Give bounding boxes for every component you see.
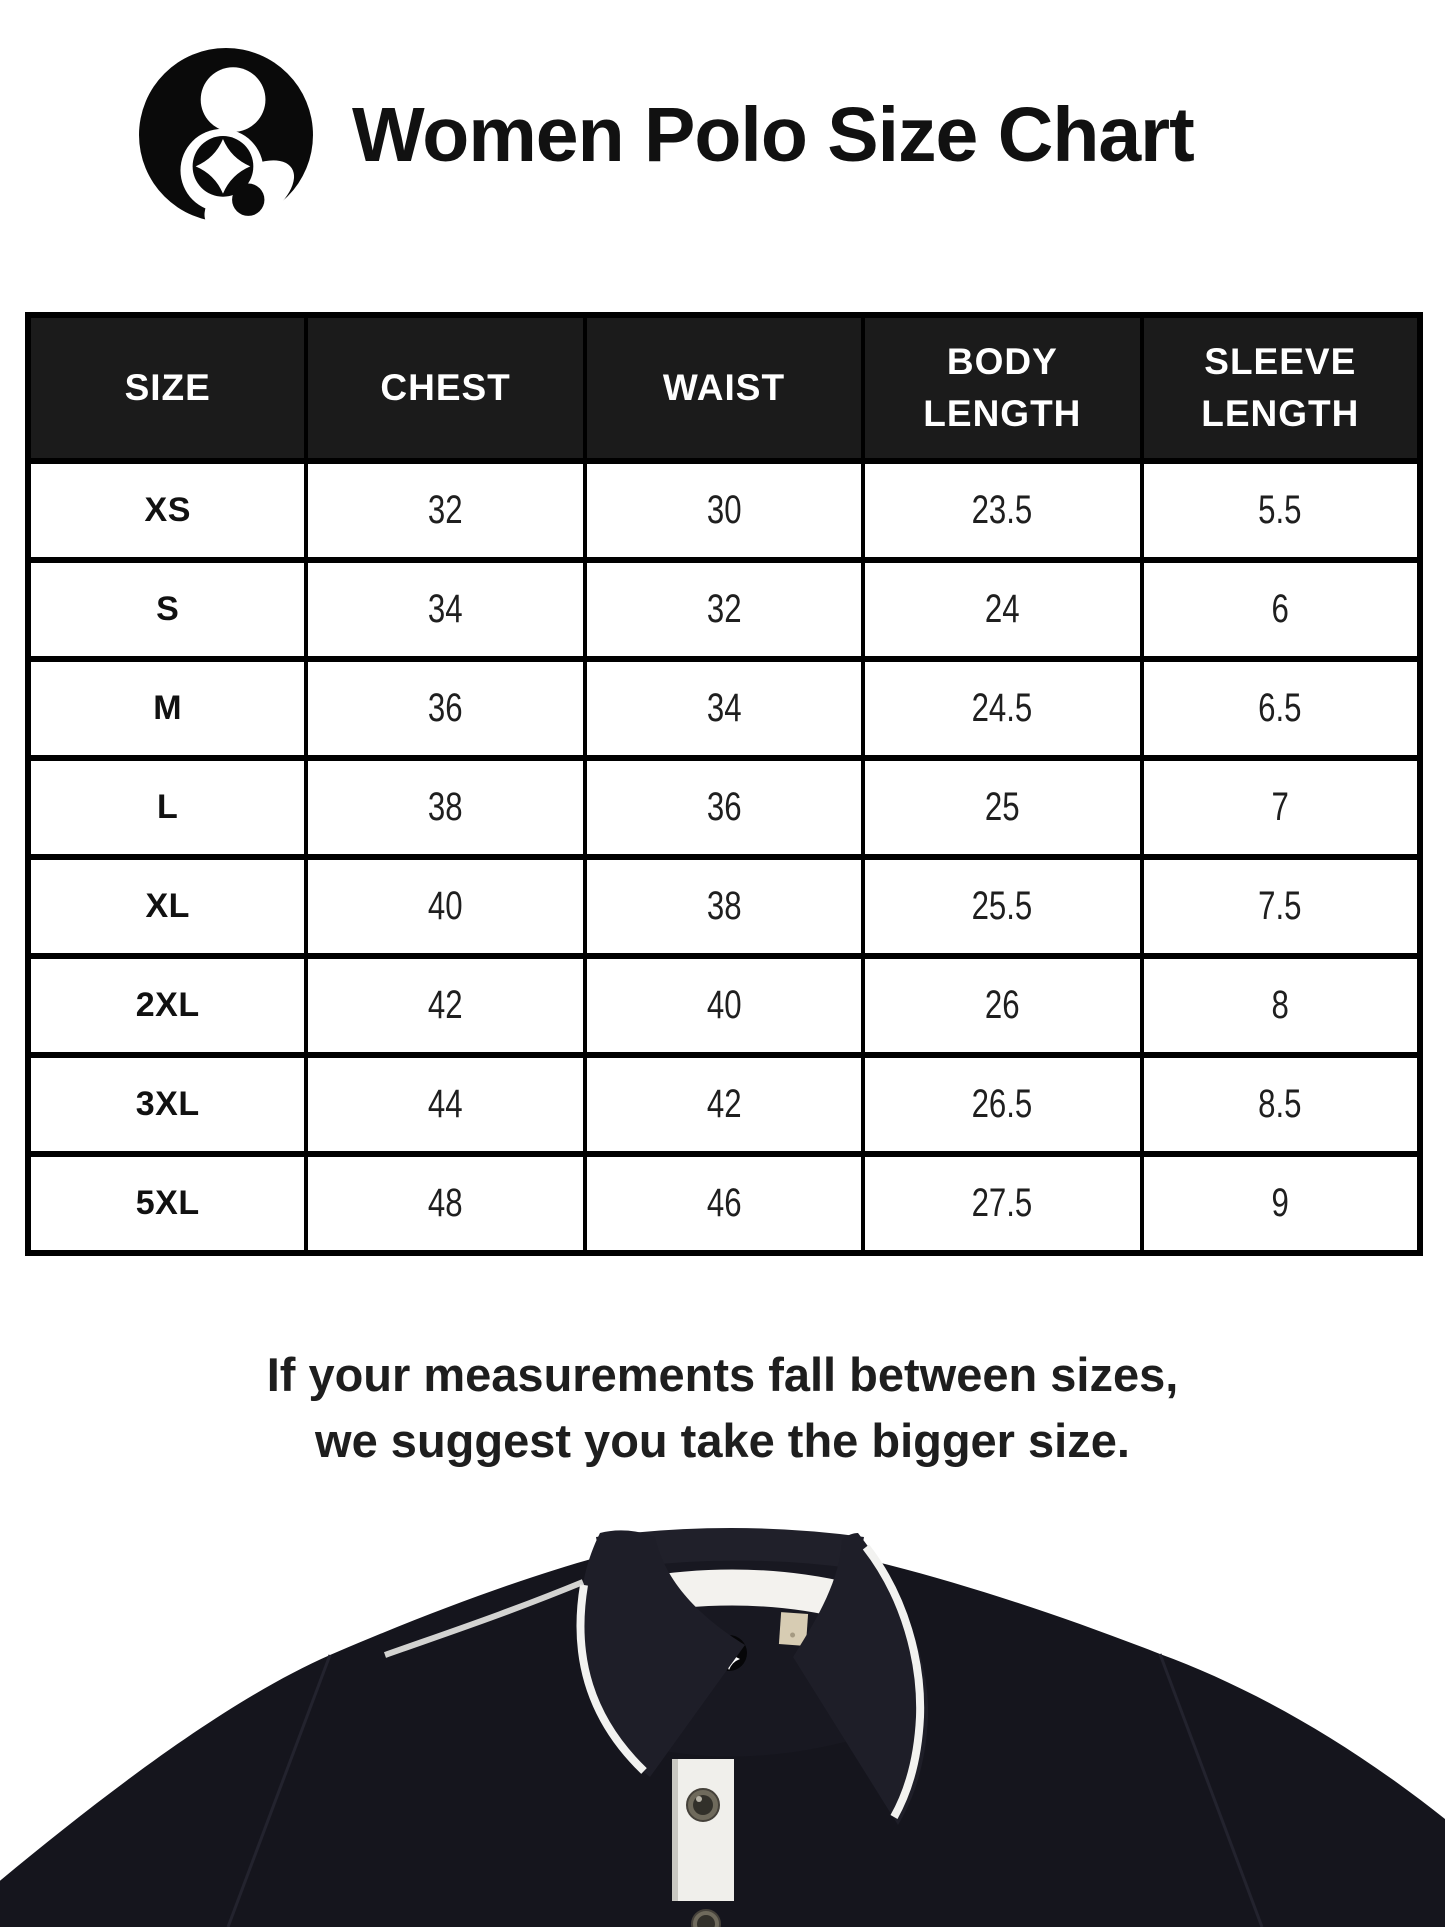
body-length-cell: 27.5: [863, 1154, 1141, 1253]
size-cell: XL: [28, 857, 306, 956]
column-header-size: SIZE: [28, 315, 306, 461]
sizing-note: [0, 1342, 1445, 1474]
sleeve-length-cell: 7.5: [1142, 857, 1420, 956]
waist-cell: 30: [585, 461, 863, 560]
sleeve-length-cell: 8: [1142, 956, 1420, 1055]
waist-cell: 42: [585, 1055, 863, 1154]
sleeve-length-cell: 5.5: [1142, 461, 1420, 560]
polo-shirt-image: [0, 1527, 1445, 1927]
column-header-chest: CHEST: [306, 315, 584, 461]
table-row-5xl: [28, 1154, 1420, 1253]
table-row-3xl: [28, 1055, 1420, 1154]
chest-cell: 38: [306, 758, 584, 857]
waist-cell: 34: [585, 659, 863, 758]
waist-cell: 40: [585, 956, 863, 1055]
waist-cell: 32: [585, 560, 863, 659]
table-row-xl: [28, 857, 1420, 956]
body-length-cell: 25.5: [863, 857, 1141, 956]
body-length-cell: 24: [863, 560, 1141, 659]
chest-cell: 32: [306, 461, 584, 560]
placket-button: [687, 1789, 719, 1821]
chest-cell: 36: [306, 659, 584, 758]
waist-cell: 46: [585, 1154, 863, 1253]
table-row-m: [28, 659, 1420, 758]
placket-edge: [672, 1759, 678, 1901]
size-cell: 3XL: [28, 1055, 306, 1154]
size-chart: [25, 312, 1423, 1256]
waist-cell: 36: [585, 758, 863, 857]
body-length-cell: 26.5: [863, 1055, 1141, 1154]
sleeve-length-cell: 8.5: [1142, 1055, 1420, 1154]
size-cell: 2XL: [28, 956, 306, 1055]
sizing-note-line1: If your measurements fall between sizes,: [266, 1348, 1179, 1401]
body-length-cell: 24.5: [863, 659, 1141, 758]
waist-cell: 38: [585, 857, 863, 956]
table-row-xs: [28, 461, 1420, 560]
sleeve-length-cell: 6.5: [1142, 659, 1420, 758]
column-header-body-length: BODY LENGTH: [863, 315, 1141, 461]
chest-cell: 42: [306, 956, 584, 1055]
sleeve-length-cell: 6: [1142, 560, 1420, 659]
mother-baby-logo-icon: [138, 46, 314, 224]
table-row-s: [28, 560, 1420, 659]
size-chart-table: [25, 312, 1423, 1256]
chest-cell: 34: [306, 560, 584, 659]
table-row-2xl: [28, 956, 1420, 1055]
size-cell: L: [28, 758, 306, 857]
body-length-cell: 25: [863, 758, 1141, 857]
page-title: Women Polo Size Chart: [352, 91, 1194, 178]
body-length-cell: 26: [863, 956, 1141, 1055]
placket: [676, 1759, 734, 1901]
body-length-cell: 23.5: [863, 461, 1141, 560]
sleeve-length-cell: 9: [1142, 1154, 1420, 1253]
chest-cell: 48: [306, 1154, 584, 1253]
table-row-l: [28, 758, 1420, 857]
sizing-note-line2: we suggest you take the bigger size.: [315, 1414, 1130, 1467]
size-cell: S: [28, 560, 306, 659]
chest-cell: 40: [306, 857, 584, 956]
size-cell: 5XL: [28, 1154, 306, 1253]
brand-header: [0, 44, 1445, 226]
size-cell: M: [28, 659, 306, 758]
chest-cell: 44: [306, 1055, 584, 1154]
table-header: [28, 315, 1420, 461]
column-header-sleeve-length: SLEEVE LENGTH: [1142, 315, 1420, 461]
sleeve-length-cell: 7: [1142, 758, 1420, 857]
size-cell: XS: [28, 461, 306, 560]
column-header-waist: WAIST: [585, 315, 863, 461]
